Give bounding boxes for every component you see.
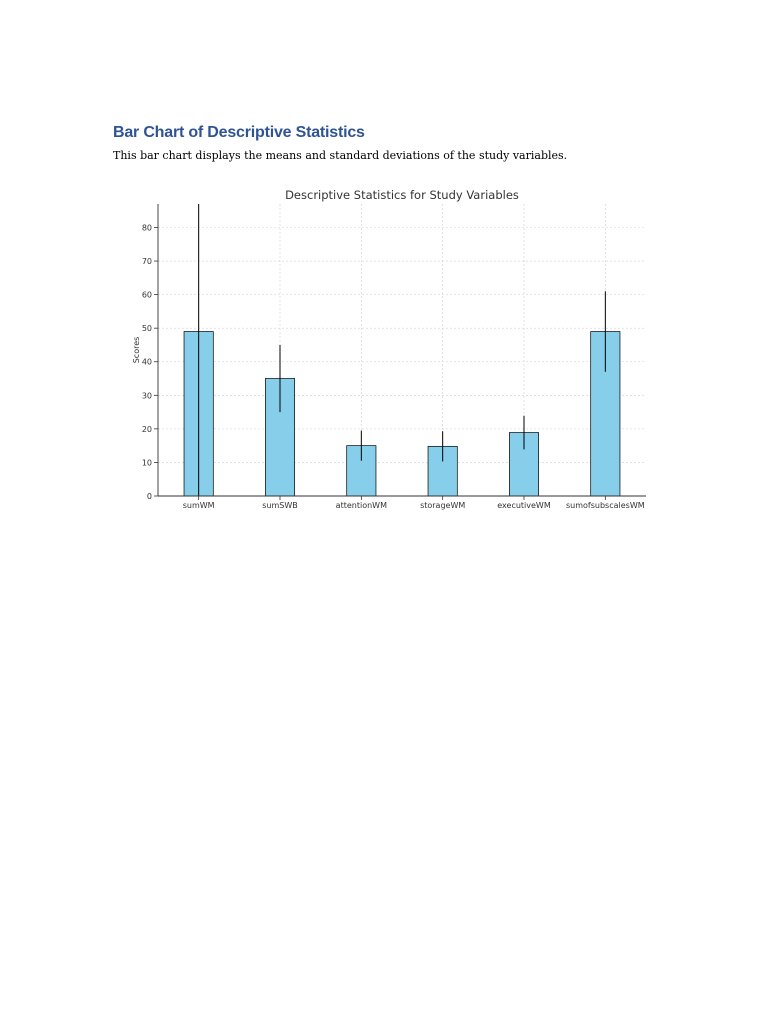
axes xyxy=(158,204,646,496)
x-tick-label-4: executiveWM xyxy=(497,501,551,510)
bar-chart xyxy=(128,184,660,514)
y-axis-ticks xyxy=(142,223,158,501)
y-tick-label-0: 0 xyxy=(146,492,152,501)
x-tick-label-2: attentionWM xyxy=(335,501,387,510)
y-tick-label-4: 40 xyxy=(141,357,152,367)
y-axis-label: Scores xyxy=(132,336,141,364)
y-tick-label-3: 30 xyxy=(141,391,152,401)
x-tick-label-1: sumSWB xyxy=(262,501,298,510)
y-tick-label-5: 50 xyxy=(141,324,152,334)
bars xyxy=(184,332,620,496)
x-axis-ticks xyxy=(183,496,645,510)
y-tick-label-1: 10 xyxy=(141,458,152,468)
page-heading: Bar Chart of Descriptive Statistics xyxy=(113,124,365,141)
chart-title: Descriptive Statistics for Study Variables xyxy=(285,188,519,202)
y-tick-label-2: 20 xyxy=(141,424,152,434)
y-tick-label-8: 80 xyxy=(141,223,152,233)
error-bars xyxy=(199,204,606,496)
x-tick-label-5: sumofsubscalesWM xyxy=(566,501,645,510)
bar-chart-svg xyxy=(128,184,660,514)
y-tick-label-7: 70 xyxy=(141,257,152,267)
page-intro-text: This bar chart displays the means and standard deviations of the study variables. xyxy=(113,149,568,162)
grid-lines xyxy=(158,204,646,496)
x-tick-label-3: storageWM xyxy=(420,501,466,510)
y-tick-label-6: 60 xyxy=(141,290,152,300)
x-tick-label-0: sumWM xyxy=(182,501,215,510)
